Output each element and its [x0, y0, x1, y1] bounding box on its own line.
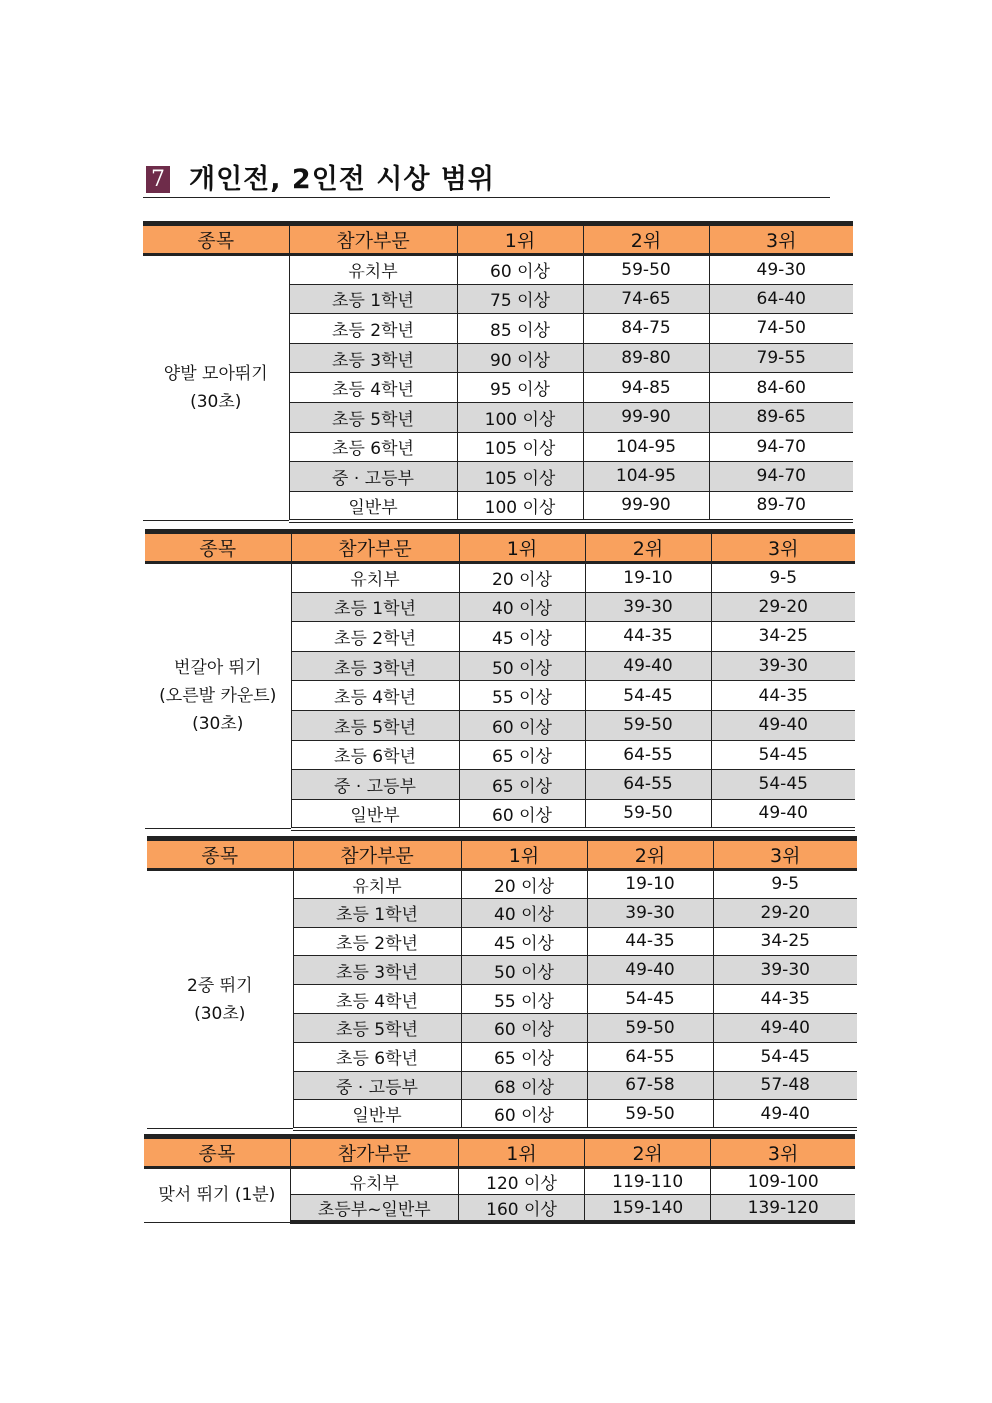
second-place-range: 64-55 [585, 740, 711, 770]
second-place-range: 94-85 [583, 373, 709, 403]
division: 유치부 [289, 255, 457, 285]
header-event: 종목 [145, 532, 291, 563]
division: 중 · 고등부 [293, 1071, 461, 1100]
division: 초등 5학년 [293, 1013, 461, 1042]
first-place-range: 95 이상 [457, 373, 583, 403]
division: 중 · 고등부 [289, 462, 457, 492]
third-place-range: 139-120 [711, 1195, 855, 1223]
division: 초등 3학년 [293, 956, 461, 985]
first-place-range: 55 이상 [461, 985, 587, 1014]
third-place-range: 29-20 [711, 592, 855, 622]
second-place-range: 39-30 [585, 592, 711, 622]
second-place-range: 104-95 [583, 432, 709, 462]
third-place-range: 49-40 [713, 1013, 857, 1042]
header-third-place: 3위 [709, 224, 853, 255]
header-division: 참가부문 [293, 839, 461, 870]
division: 유치부 [290, 1168, 458, 1195]
first-place-range: 50 이상 [459, 651, 585, 681]
event-name [147, 870, 293, 1129]
first-place-range: 100 이상 [457, 402, 583, 432]
second-place-range: 44-35 [587, 927, 713, 956]
second-place-range: 84-75 [583, 314, 709, 344]
second-place-range: 64-55 [585, 770, 711, 800]
second-place-range: 59-50 [587, 1013, 713, 1042]
first-place-range: 60 이상 [461, 1100, 587, 1129]
header-division: 참가부문 [289, 224, 457, 255]
division: 유치부 [291, 563, 459, 593]
division: 초등 4학년 [293, 985, 461, 1014]
second-place-range: 59-50 [585, 710, 711, 740]
third-place-range: 89-65 [709, 402, 853, 432]
third-place-range: 74-50 [709, 314, 853, 344]
third-place-range: 89-70 [709, 491, 853, 521]
division: 초등 1학년 [291, 592, 459, 622]
division: 초등 6학년 [289, 432, 457, 462]
first-place-range: 65 이상 [461, 1042, 587, 1071]
division: 초등부~일반부 [290, 1195, 458, 1223]
header-row [144, 1137, 855, 1168]
first-place-range: 55 이상 [459, 681, 585, 711]
event-name-line: (30초) [192, 714, 244, 735]
award-table-both-feet [143, 221, 853, 523]
first-place-range: 65 이상 [459, 740, 585, 770]
event-name-line: 양발 모아뛰기 [163, 364, 268, 385]
second-place-range: 54-45 [587, 985, 713, 1014]
first-place-range: 100 이상 [457, 491, 583, 521]
second-place-range: 49-40 [587, 956, 713, 985]
division: 초등 1학년 [289, 284, 457, 314]
first-place-range: 20 이상 [459, 563, 585, 593]
event-name-line: (30초) [190, 392, 242, 413]
header-first-place: 1위 [457, 224, 583, 255]
third-place-range: 34-25 [713, 927, 857, 956]
second-place-range: 64-55 [587, 1042, 713, 1071]
third-place-range: 39-30 [711, 651, 855, 681]
third-place-range: 49-30 [709, 255, 853, 285]
event-name-line: 맞서 뛰기 (1분) [158, 1185, 276, 1206]
third-place-range: 54-45 [713, 1042, 857, 1071]
first-place-range: 60 이상 [459, 799, 585, 829]
first-place-range: 40 이상 [459, 592, 585, 622]
header-event: 종목 [144, 1137, 290, 1168]
third-place-range: 49-40 [713, 1100, 857, 1129]
first-place-range: 105 이상 [457, 432, 583, 462]
header-row [143, 224, 853, 255]
division: 초등 5학년 [289, 402, 457, 432]
header-second-place: 2위 [585, 532, 711, 563]
second-place-range: 89-80 [583, 343, 709, 373]
division: 일반부 [289, 491, 457, 521]
division: 초등 1학년 [293, 898, 461, 927]
table-row [145, 563, 855, 593]
second-place-range: 67-58 [587, 1071, 713, 1100]
third-place-range: 79-55 [709, 343, 853, 373]
first-place-range: 68 이상 [461, 1071, 587, 1100]
event-name-line: (오른발 카운트) [159, 686, 277, 707]
second-place-range: 59-50 [583, 255, 709, 285]
second-place-range: 19-10 [587, 870, 713, 899]
header-second-place: 2위 [583, 224, 709, 255]
second-place-range: 74-65 [583, 284, 709, 314]
first-place-range: 50 이상 [461, 956, 587, 985]
second-place-range: 59-50 [585, 799, 711, 829]
first-place-range: 90 이상 [457, 343, 583, 373]
event-name [144, 1168, 290, 1223]
first-place-range: 45 이상 [461, 927, 587, 956]
header-third-place: 3위 [713, 839, 857, 870]
second-place-range: 49-40 [585, 651, 711, 681]
third-place-range: 57-48 [713, 1071, 857, 1100]
third-place-range: 9-5 [713, 870, 857, 899]
third-place-range: 44-35 [713, 985, 857, 1014]
section-number-badge: 7 [146, 166, 170, 193]
header-third-place: 3위 [711, 1137, 855, 1168]
second-place-range: 54-45 [585, 681, 711, 711]
header-first-place: 1위 [461, 839, 587, 870]
division: 일반부 [293, 1100, 461, 1129]
first-place-range: 85 이상 [457, 314, 583, 344]
third-place-range: 39-30 [713, 956, 857, 985]
third-place-range: 29-20 [713, 898, 857, 927]
second-place-range: 44-35 [585, 622, 711, 652]
header-row [147, 839, 857, 870]
third-place-range: 94-70 [709, 462, 853, 492]
division: 초등 4학년 [289, 373, 457, 403]
third-place-range: 84-60 [709, 373, 853, 403]
third-place-range: 34-25 [711, 622, 855, 652]
table-row [144, 1168, 855, 1195]
second-place-range: 159-140 [585, 1195, 711, 1223]
third-place-range: 54-45 [711, 770, 855, 800]
third-place-range: 64-40 [709, 284, 853, 314]
third-place-range: 94-70 [709, 432, 853, 462]
header-second-place: 2위 [585, 1137, 711, 1168]
header-first-place: 1위 [458, 1137, 584, 1168]
header-third-place: 3위 [711, 532, 855, 563]
first-place-range: 160 이상 [458, 1195, 584, 1223]
third-place-range: 44-35 [711, 681, 855, 711]
division: 초등 2학년 [293, 927, 461, 956]
header-first-place: 1위 [459, 532, 585, 563]
division: 유치부 [293, 870, 461, 899]
section-heading [143, 163, 830, 198]
first-place-range: 20 이상 [461, 870, 587, 899]
header-row [145, 532, 855, 563]
first-place-range: 65 이상 [459, 770, 585, 800]
second-place-range: 119-110 [585, 1168, 711, 1195]
third-place-range: 49-40 [711, 710, 855, 740]
award-table-double-under [147, 836, 857, 1131]
division: 초등 4학년 [291, 681, 459, 711]
header-division: 참가부문 [290, 1137, 458, 1168]
first-place-range: 40 이상 [461, 898, 587, 927]
second-place-range: 59-50 [587, 1100, 713, 1129]
division: 초등 6학년 [291, 740, 459, 770]
first-place-range: 60 이상 [461, 1013, 587, 1042]
division: 초등 5학년 [291, 710, 459, 740]
header-event: 종목 [143, 224, 289, 255]
division: 초등 2학년 [291, 622, 459, 652]
first-place-range: 75 이상 [457, 284, 583, 314]
first-place-range: 105 이상 [457, 462, 583, 492]
header-event: 종목 [147, 839, 293, 870]
second-place-range: 104-95 [583, 462, 709, 492]
first-place-range: 45 이상 [459, 622, 585, 652]
second-place-range: 99-90 [583, 402, 709, 432]
third-place-range: 49-40 [711, 799, 855, 829]
division: 중 · 고등부 [291, 770, 459, 800]
award-table-face-to-face [144, 1134, 855, 1224]
header-second-place: 2위 [587, 839, 713, 870]
event-name [143, 255, 289, 521]
second-place-range: 39-30 [587, 898, 713, 927]
section-title: 개인전, 2인전 시상 범위 [189, 164, 495, 195]
award-table-alternate-step [145, 529, 855, 831]
event-name [145, 563, 291, 829]
event-name-line: 번갈아 뛰기 [173, 658, 262, 679]
division: 초등 3학년 [291, 651, 459, 681]
division: 초등 3학년 [289, 343, 457, 373]
first-place-range: 60 이상 [457, 255, 583, 285]
table-row [143, 255, 853, 285]
division: 초등 2학년 [289, 314, 457, 344]
division: 일반부 [291, 799, 459, 829]
header-division: 참가부문 [291, 532, 459, 563]
third-place-range: 9-5 [711, 563, 855, 593]
second-place-range: 19-10 [585, 563, 711, 593]
first-place-range: 120 이상 [458, 1168, 584, 1195]
second-place-range: 99-90 [583, 491, 709, 521]
third-place-range: 109-100 [711, 1168, 855, 1195]
event-name-line: (30초) [194, 1003, 246, 1024]
first-place-range: 60 이상 [459, 710, 585, 740]
third-place-range: 54-45 [711, 740, 855, 770]
division: 초등 6학년 [293, 1042, 461, 1071]
event-name-line: 2중 뛰기 [187, 975, 253, 996]
table-row [147, 870, 857, 899]
